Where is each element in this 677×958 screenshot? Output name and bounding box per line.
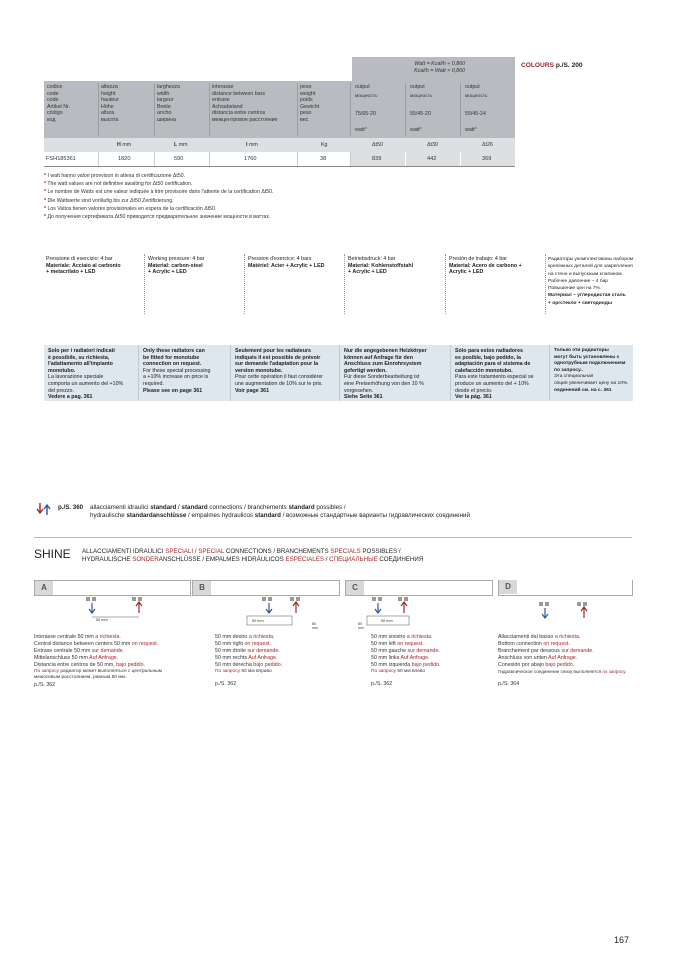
pressure-fr: Pression d'exercice: 4 bars Matériel: Acier + Acrylic + LED [248,256,325,269]
desc-c: 50 mm sinistro a richiesta. 50 mm left on request. 50 mm gauche sur demande. 50 mm links Auf Anfrage. 50 mm izquierda bajo pedido. По запросу 50 мм влево p./S. 362 [371,634,441,688]
note: * The watt values are not definitive awaiting for Δt50 certification. [44,181,193,188]
colours-label: COLOURS [521,62,554,69]
dim-c2: 80 mm [358,622,364,630]
desc-a-ref[interactable]: p./S. 362 [34,682,56,689]
special-connections-heading: ALLACCIAMENTI IDRAULICI SPECIALI / SPECIAL CONNECTIONS / BRANCHEMENTS SPECIALS POSSIBLES / HYDRAULISCHE SONDERANSCHLÜSSE / EMPALMES HIDRÁULICOS ESPECIALES / СПЕЦИАЛЬНЫЕ СОЕДИНЕНИЯ [82,548,424,563]
row-w1: 839 [372,156,382,162]
row-l: 590 [174,156,184,162]
col-interasse: interasse distance between bars entraxe Achsabstand distancia entre centros межцентровое расстояние [212,84,278,123]
pressure-de: Betriebsdruck: 4 bar Material: Kohlenstoffstahl + Acrylic + LED [348,256,414,276]
desc-c-ref[interactable]: p./S. 362 [371,681,393,688]
standard-connections-text: allacciamenti idraulici standard / standard connections / branchements standard possibles / hydraulische standardanschlüsse / empalmes hydraulicos standard / возможные стандартные варианты гидравлических соединений [90,504,470,519]
panel-b: B [192,580,340,596]
monotube-ru: Только эти радиаторы могут быть установлены с однотрубным подключением по запросу.. Эта специальная опция увеличивает цену на 10%. оединений см. на с. 361 [549,345,633,401]
row-h: 1820 [118,156,131,162]
watt-formula-box [352,57,515,81]
page-number: 167 [614,935,630,945]
product-title: SHINE [34,547,71,561]
pressure-ru: Радиаторы укомплектованы набором крепежных деталей для закрепления на стене и выпускным клапаном. Рабочее давление – 4 бар Повышение цен на 7%. Материал – углеродистая сталь + оргстекло + светодиоды [548,257,634,306]
standard-connections-ref[interactable]: p./S. 360 [58,504,84,511]
desc-a: Interasse centrale 50 mm a richiesta. Central distance between centers 50 mm on request. Entraxe centrale 50 mm sur demande. Mittelanschluss 50 mm Auf Anfrage. Distancia entre centros de 50 mm, bajo pedido. По запросу радиатор может выполняться с центральным межосевым расстоянием, равным 50 мм. p./S. 362 [34,634,162,689]
colours-ref: p./S. 200 [555,62,583,69]
note: * Los Vatios tienen valores provisionales en espera de la certificación Δt50. [44,205,217,212]
table-header [44,81,515,138]
watt-formula-1: Watt = Kcal/h ÷ 0,860 [414,61,465,67]
panel-d: D [498,580,633,596]
note: * Die Wattwerte sind vorläufig bis zur Δt50 Zertifizierung. [44,197,174,204]
units-row: H mm L mm I mm Kg Δt50 Δt30 Δt26 [44,138,515,152]
monotube-it: Solo per i radiatori indicati è possibile, su richiesta, l'adattamento all'impianto monotubo. La lavorazione speciale comporta un aumento del +10% del prezzo. Vedere a pag. 361 [44,345,139,401]
desc-b: 50 mm destro a richiesta. 50 mm right on request. 50 mm droite sur demande. 50 mm rechts Auf Anfrage. 50 mm derecha bajo pedido. По запросу 50 мм вправо p./S. 362 [215,634,283,688]
dim-c1: 50 mm [381,619,393,623]
note: * До получения сертификата Δt50 приводится предварительное значение мощности в ваттах. [44,214,271,221]
colours-link[interactable] [521,62,583,69]
note: * I watt hanno valori provvisori in attesa di certificazione Δt50. [44,173,186,179]
col-output-2: output мощность 55/45-20 watt* [410,84,433,133]
row-kg: 38 [320,156,327,162]
row-i: 1760 [244,156,257,162]
dim-b2: 80 mm [312,622,318,630]
pressure-es: Presión de trabajo: 4 bar Material: Acero de carbono + Acrylic + LED [449,256,522,276]
dim-a: 50 mm [96,618,108,622]
col-output-1: output мощность 75/65-20 watt* [355,84,378,133]
connection-diagram-d [498,596,633,632]
row-code: FSH185361 [46,156,76,162]
monotube-de: Nur die angegebenen Heizkörper können auf Anfrage für den Anschluss zum Einrohrsystem gefertigt werden. Für diese Sonderbearbeitung ist eine Preiserhöhung von den 10 % vorgesehen. Siehe Seite 361 [339,345,451,401]
panel-c: C [345,580,493,596]
dim-b1: 50 mm [252,619,264,623]
col-codice: codice code code Artikel Nr. código код [47,84,70,123]
watt-formula-2: Kcal/h = Watt × 0,860 [414,68,465,74]
row-w2: 442 [427,156,437,162]
col-larghezza: larghezza width largeur Breite ancho ширина [157,84,180,123]
panel-a: A [34,580,191,596]
col-output-3: output мощность 55/45-24 watt* [465,84,488,133]
desc-d: Allacciamenti dal basso a richiesta. Bottom connection on request. Branchement par dessous sur demande. Anschluss von unten Auf Anfrage. Conexión por abajo bajo pedido. Гидравлическое соединение снизу выполняется по запросу. p./S. 364 [498,634,627,688]
monotube-es: Sólo para estos radiadores es posible, bajo pedido, la adaptación para el sistema de calefacción monotubo. Para este tratamiento especial se produce un aumento del + 10% desde el precio. Ver la pág. 361 [450,345,550,401]
row-w3: 369 [482,156,492,162]
connection-diagram-c [345,596,493,632]
monotube-fr: Seulement pour les radiateurs indiqués il est possible de prévoir sur demande l'adaptation pour la version monotube. Pour cette opération il faut considérer une augmentation de 10% sur le prix. Voir page 361 [230,345,340,401]
table-row [44,152,515,167]
pressure-it: Pressione di esercizio: 4 bar Materiale: Acciaio al carbonio + metacrilato + LED [46,256,121,276]
divider [34,537,632,538]
watt-notes [44,172,274,221]
pressure-en: Working pressure: 4 bar Material: carbon-steel + Acrylic + LED [148,256,205,276]
note: * Le nombre de Watts est une valeur indiquée à titre provisoire dans l'attente de la certification Δt50. [44,189,274,196]
monotube-en: Only these radiators can be fitted for monotube connection on request. For these special processing a +10% increase on price is required. Please see on page 361 [138,345,231,401]
pressure-section [44,254,634,316]
desc-d-ref[interactable]: p./S. 364 [498,681,520,688]
col-altezza: altezza height hauteur Höhe altura высота [101,84,119,123]
col-peso: peso weight poids Gewicht peso вес [300,84,320,123]
standard-connections-icon [36,502,52,516]
connection-diagram-a [34,596,191,632]
desc-b-ref[interactable]: p./S. 362 [215,681,237,688]
